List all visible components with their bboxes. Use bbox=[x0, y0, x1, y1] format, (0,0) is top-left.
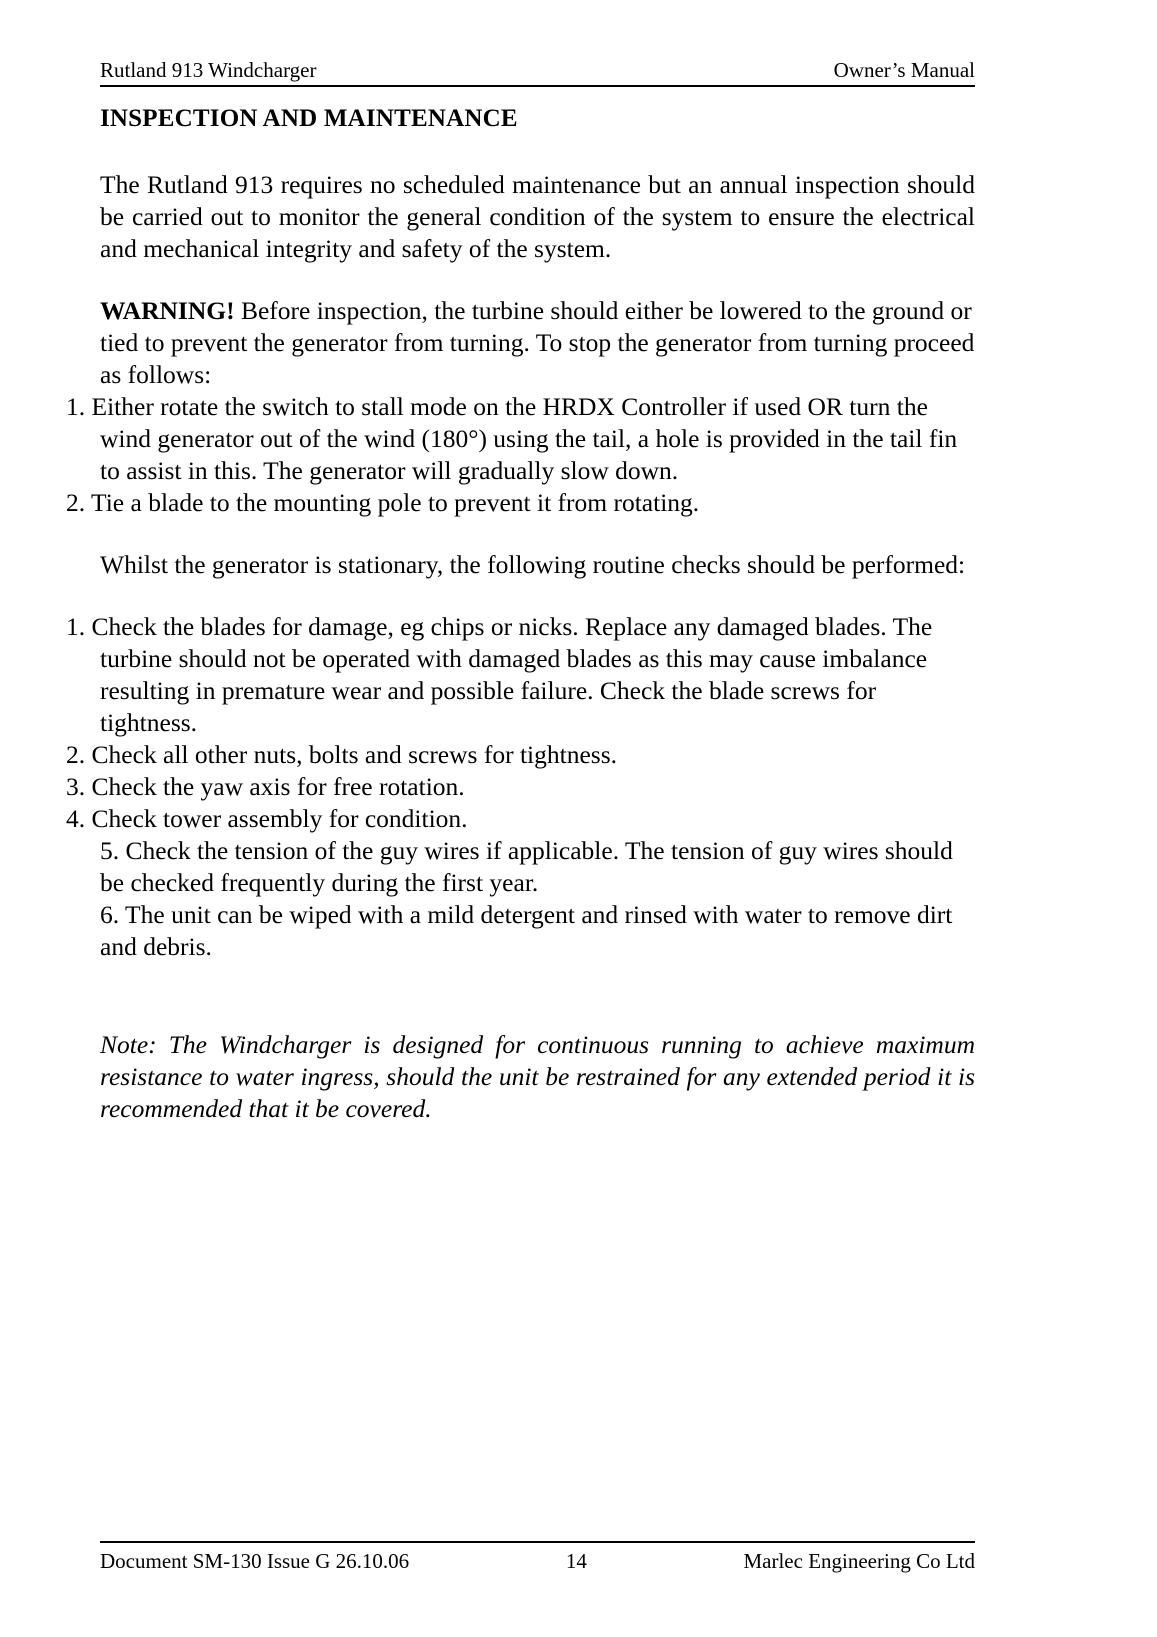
page-footer bbox=[100, 1541, 975, 1574]
list-item bbox=[66, 771, 975, 803]
spacer bbox=[100, 265, 975, 295]
warning-label: WARNING! bbox=[100, 295, 235, 325]
list-marker: 1. bbox=[66, 391, 86, 421]
spacer bbox=[100, 519, 975, 549]
list-marker: 6. bbox=[100, 899, 120, 929]
list-marker: 1. bbox=[66, 611, 86, 641]
footer-page-number: 14 bbox=[565, 1549, 587, 1573]
list-item bbox=[66, 739, 975, 771]
list-text: Check the tension of the guy wires if applicable. The tension of guy wires should be checked frequently during the first year. bbox=[100, 835, 953, 897]
intro-paragraph: The Rutland 913 requires no scheduled maintenance but an annual inspection should be carried out to monitor the general condition of the system to ensure the electrical and mechanical integrity and safety of the system. bbox=[100, 169, 975, 263]
warning-text: Before inspection, the turbine should either be lowered to the ground or tied to prevent the generator from turning. To stop the generator from turning proceed as follows: bbox=[100, 295, 975, 389]
list-marker: 5. bbox=[100, 835, 120, 865]
list-text: Check all other nuts, bolts and screws for tightness. bbox=[91, 739, 617, 769]
spacer bbox=[100, 136, 975, 169]
header-document-title: Rutland 913 Windcharger bbox=[100, 58, 317, 82]
list-item bbox=[66, 803, 975, 835]
footer-company-name: Marlec Engineering Co Ltd bbox=[743, 1549, 975, 1573]
list-item bbox=[66, 391, 975, 487]
spacer bbox=[100, 963, 975, 996]
routine-checks-list bbox=[66, 611, 975, 963]
list-item bbox=[66, 611, 975, 739]
page-title: INSPECTION AND MAINTENANCE bbox=[100, 105, 518, 132]
list-text: Check the blades for damage, eg chips or nicks. Replace any damaged blades. The turbine should not be operated with damaged blades as this may cause imbalance resulting in premature wear and possible failure. Check the blade screws for tightness. bbox=[91, 611, 933, 737]
list-item bbox=[100, 899, 975, 963]
list-marker: 2. bbox=[66, 487, 86, 517]
list-marker: 2. bbox=[66, 739, 86, 769]
list-item bbox=[66, 487, 975, 519]
list-text: Tie a blade to the mounting pole to prevent it from rotating. bbox=[91, 487, 700, 517]
list-text: Check the yaw axis for free rotation. bbox=[91, 771, 465, 801]
list-text: Either rotate the switch to stall mode on the HRDX Controller if used OR turn the wind generator out of the wind (180°) using the tail, a hole is provided in the tail fin to assist in this. The generator will gradually slow down. bbox=[91, 391, 958, 485]
list-text: Check tower assembly for condition. bbox=[91, 803, 468, 833]
header-manual-label: Owner’s Manual bbox=[833, 58, 975, 82]
list-marker: 3. bbox=[66, 771, 86, 801]
list-marker: 4. bbox=[66, 803, 86, 833]
warning-paragraph bbox=[100, 295, 975, 391]
checks-intro-paragraph: Whilst the generator is stationary, the following routine checks should be performed: bbox=[100, 549, 966, 579]
page-header bbox=[100, 58, 975, 87]
list-item bbox=[100, 835, 975, 899]
spacer bbox=[100, 996, 975, 1029]
note-paragraph: Note: The Windcharger is designed for continuous running to achieve maximum resistance to water ingress, should the unit be restrained for any extended period it is recommended that it be covered. bbox=[100, 1029, 975, 1123]
footer-row bbox=[100, 1549, 975, 1574]
page-content bbox=[66, 103, 975, 1125]
warning-steps-list bbox=[66, 391, 975, 519]
footer-document-reference: Document SM-130 Issue G 26.10.06 bbox=[100, 1549, 410, 1573]
list-text: The unit can be wiped with a mild detergent and rinsed with water to remove dirt and debris. bbox=[100, 899, 953, 961]
spacer bbox=[100, 581, 975, 611]
